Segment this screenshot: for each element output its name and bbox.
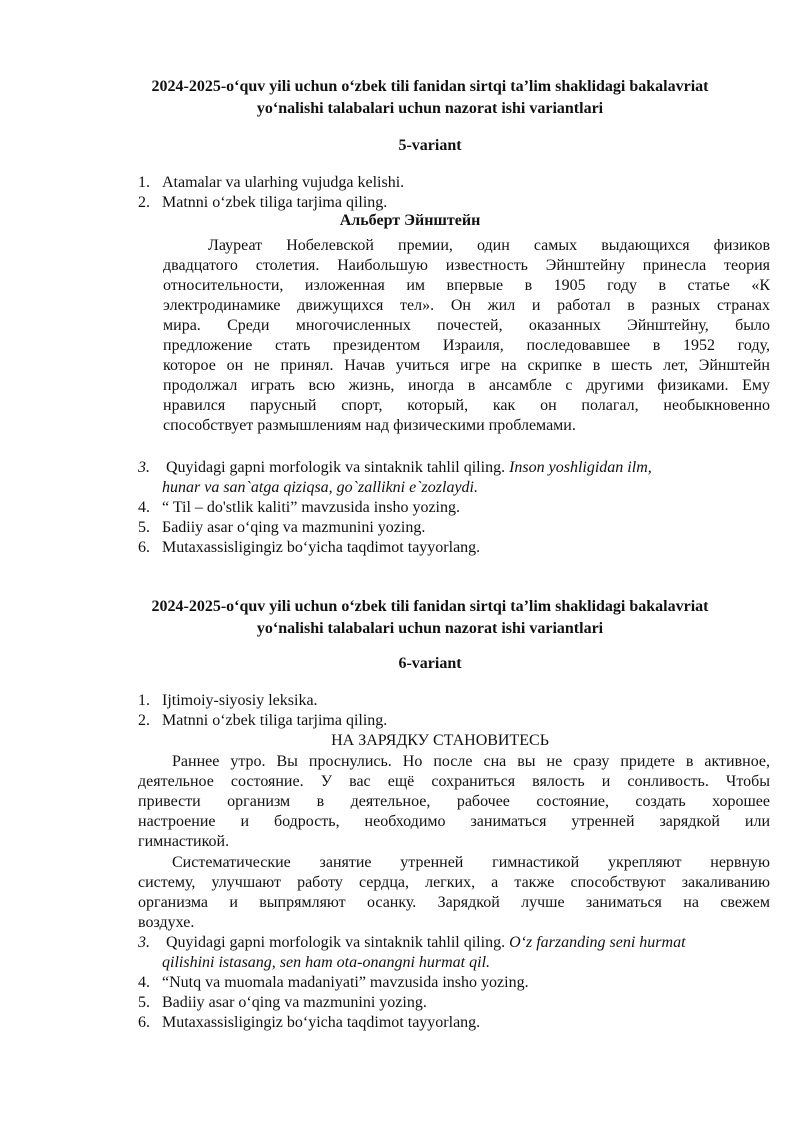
paragraph-line: которое он не принял. Начав учиться игре на скрипке в шесть лет, Эйнштейн — [163, 357, 770, 374]
paragraph-line: мира. Среди многочисленных почестей, оказанных Эйнштейну, было — [163, 317, 770, 334]
item-text: Mutaxassisligingiz bo‘yicha taqdimot tayyorlang. — [162, 1014, 481, 1031]
header-line-1: 2024-2025-o‘quv yili uchun o‘zbek tili fanidan sirtqi ta’lim shaklidagi bakalavriat — [151, 598, 709, 615]
variant-title-5: 5-variant — [398, 137, 462, 154]
paragraph-line: Систематические занятие утренней гимнастикой укрепляют нервную — [172, 854, 770, 871]
item-text: Badiiy asar o‘qing va mazmunini yozing. — [162, 994, 427, 1011]
list-item — [138, 973, 529, 993]
item-text: Quyidagi gapni morfologik va sintaknik tahlil qiling. — [166, 934, 506, 951]
item-text: “Nutq va muomala madaniyati” mavzusida insho yozing. — [162, 974, 529, 991]
list-item — [138, 173, 404, 193]
item-text: Ijtimoiy-siyosiy leksika. — [162, 692, 318, 709]
item-number: 5. — [138, 994, 150, 1011]
paragraph-line: деятельное состояние. У вас ещё сохраниться вялость и сонливость. Чтобы — [138, 773, 770, 790]
paragraph-line: привести организм в деятельное, рабочее состояние, создать хорошее — [138, 793, 770, 810]
paragraph-line: электродинамике движущихся тел». Он жил и работал в разных странах — [163, 297, 770, 314]
item-number: 3. — [138, 459, 150, 476]
list-item — [138, 193, 387, 213]
paragraph-line: систему, улучшают работу сердца, легких, а также способствуют закаливанию — [138, 874, 770, 891]
header-line-2: yo‘nalishi talabalari uchun nazorat ishi variantlari — [256, 100, 604, 117]
list-item — [138, 711, 387, 731]
list-item — [138, 691, 318, 711]
paragraph-line: настроение и бодрость, необходимо заниматься утренней зарядкой или — [138, 813, 770, 830]
list-item — [138, 933, 686, 953]
item-italic-text: O‘z farzanding seni hurmat — [509, 934, 686, 951]
item-text: Quyidagi gapni morfologik va sintaknik tahlil qiling. — [166, 459, 506, 476]
item-number: 3. — [138, 934, 150, 951]
paragraph-zaryadka-1 — [138, 752, 770, 852]
item-number: 6. — [138, 1014, 150, 1031]
item-number: 5. — [138, 519, 150, 536]
item-italic-continuation: hunar va san`atga qiziqsa, go`zallikni e`zozlaydi. — [162, 479, 478, 496]
item-number: 2. — [138, 194, 150, 211]
paragraph-line: гимнастикой. — [138, 833, 230, 850]
item-text: Atamalar va ularhing vujudga kelishi. — [162, 174, 405, 191]
header-variant-5 — [100, 76, 760, 120]
list-item — [138, 993, 427, 1013]
paragraph-line: нравился парусный спорт, который, как он полагал, необыкновенно — [163, 397, 770, 414]
text-title-5: Альберт Эйнштейн — [339, 212, 481, 229]
item-text: “ Til – do'stlik kaliti” mavzusida insho yozing. — [162, 499, 460, 516]
paragraph-line: Лауреат Нобелевской премии, один самых выдающихся физиков — [208, 237, 770, 254]
list-item — [138, 538, 480, 558]
list-item — [138, 498, 460, 518]
list-item — [138, 518, 425, 538]
item-text: Бadiiy asar o‘qing va mazmunini yozing. — [162, 519, 426, 536]
item-number: 2. — [138, 712, 150, 729]
item-text: Matnni o‘zbek tiliga tarjima qiling. — [162, 194, 388, 211]
item-number: 1. — [138, 174, 150, 191]
item-number: 4. — [138, 974, 150, 991]
item-italic-text: Inson yoshligidan ilm, — [509, 459, 652, 476]
item-italic-continuation: qilishini istasang, sen ham ota-onangni hurmat qil. — [162, 954, 491, 971]
paragraph-line: относительности, изложенная им впервые в 1905 году в статье «К — [163, 277, 770, 294]
paragraph-line: способствует размышлениям над физическими проблемами. — [163, 417, 576, 434]
item-number: 1. — [138, 692, 150, 709]
paragraph-line: продолжал играть всю жизнь, иногда в ансамбле с другими физиками. Ему — [163, 377, 770, 394]
paragraph-line: организма и выпрямляют осанку. Зарядкой лучше заниматься на свежем — [138, 894, 770, 911]
variant-title-6: 6-variant — [398, 655, 462, 672]
item-text: Mutaxassisligingiz bo‘yicha taqdimot tayyorlang. — [162, 539, 481, 556]
header-line-1: 2024-2025-o‘quv yili uchun o‘zbek tili fanidan sirtqi ta’lim shaklidagi bakalavriat — [151, 78, 709, 95]
header-variant-6 — [100, 596, 760, 640]
item-number: 6. — [138, 539, 150, 556]
paragraph-line: Раннее утро. Вы проснулись. Но после сна вы не сразу придете в активное, — [172, 753, 770, 770]
paragraph-zaryadka-2 — [138, 853, 770, 933]
paragraph-einstein — [163, 236, 770, 436]
list-item — [138, 458, 652, 478]
text-title-6: НА ЗАРЯДКУ СТАНОВИТЕСЬ — [331, 732, 549, 749]
item-text: Matnni o‘zbek tiliga tarjima qiling. — [162, 712, 388, 729]
list-item — [138, 1013, 480, 1033]
item-number: 4. — [138, 499, 150, 516]
paragraph-line: двадцатого столетия. Наибольшую известность Эйнштейну принесла теория — [163, 257, 770, 274]
paragraph-line: воздухе. — [138, 914, 195, 931]
paragraph-line: предложение стать президентом Израиля, последовавшее в 1952 году, — [163, 337, 770, 354]
header-line-2: yo‘nalishi talabalari uchun nazorat ishi variantlari — [256, 620, 604, 637]
